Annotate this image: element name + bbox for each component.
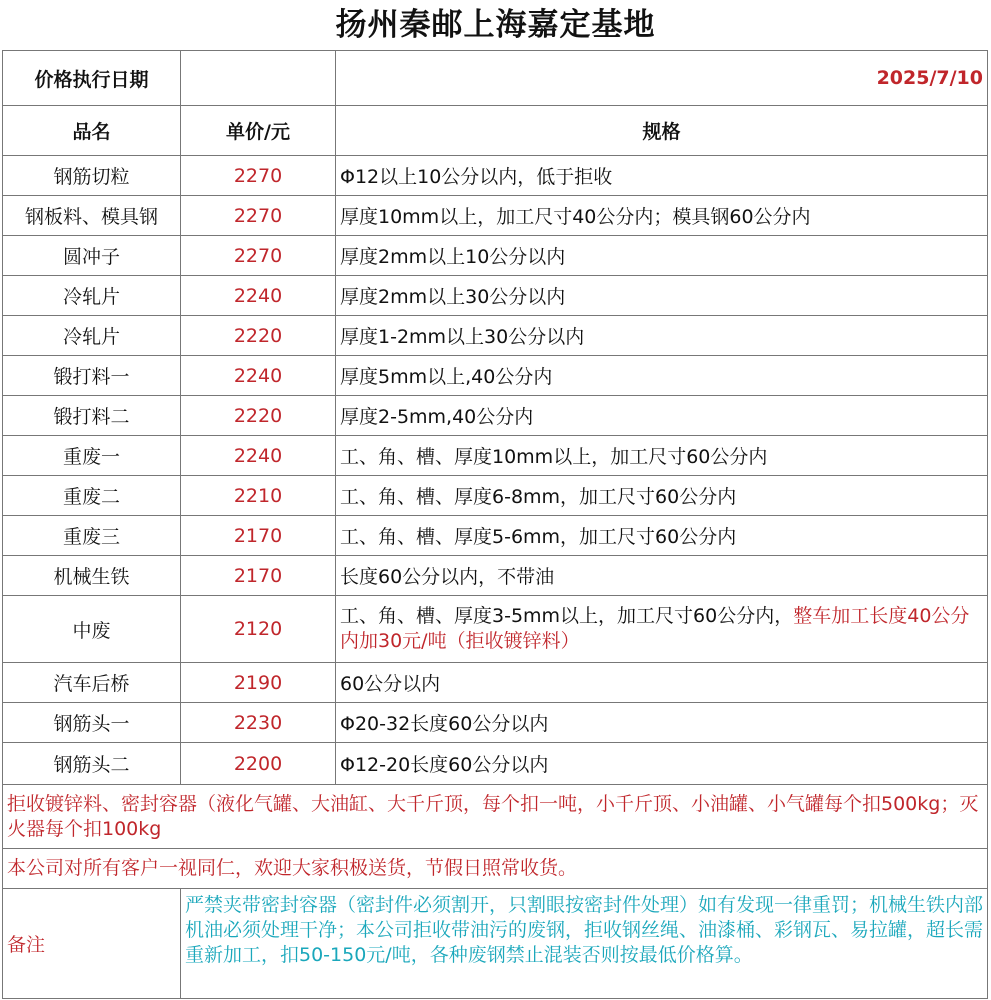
item-spec-highlight: 整车加工长度40公分内加30元/吨（拒收镀锌料） xyxy=(340,605,970,652)
item-name: 冷轧片 xyxy=(3,276,181,316)
table-row xyxy=(3,396,988,436)
table-row xyxy=(3,196,988,236)
date-label: 价格执行日期 xyxy=(3,51,181,106)
table-row xyxy=(3,436,988,476)
item-price: 2170 xyxy=(181,516,336,556)
item-price: 2270 xyxy=(181,196,336,236)
item-price: 2220 xyxy=(181,316,336,356)
item-spec: 厚度2mm以上10公分以内 xyxy=(336,236,988,276)
item-name: 钢筋切粒 xyxy=(3,156,181,196)
item-spec: 工、角、槽、厚度10mm以上，加工尺寸60公分内 xyxy=(336,436,988,476)
date-empty-cell xyxy=(181,51,336,106)
table-row xyxy=(3,516,988,556)
table-row xyxy=(3,743,988,785)
item-spec-main: 工、角、槽、厚度3-5mm以上，加工尺寸60公分内， xyxy=(340,605,794,627)
item-name: 汽车后桥 xyxy=(3,663,181,703)
item-name: 重废一 xyxy=(3,436,181,476)
remark-text: 严禁夹带密封容器（密封件必须割开，只割眼按密封件处理）如有发现一律重罚；机械生铁内部机油必须处理干净；本公司拒收带油污的废钢，拒收钢丝绳、油漆桶、彩钢瓦、易拉罐，超长需重新加工，扣50-150元/吨，各种废钢禁止混装否则按最低价格算。 xyxy=(181,889,988,999)
item-price: 2240 xyxy=(181,276,336,316)
table-row xyxy=(3,276,988,316)
item-spec: Φ20-32长度60公分以内 xyxy=(336,703,988,743)
item-spec: Φ12以上10公分以内，低于拒收 xyxy=(336,156,988,196)
item-price: 2240 xyxy=(181,436,336,476)
item-name: 锻打料一 xyxy=(3,356,181,396)
header-row xyxy=(3,106,988,156)
item-price: 2240 xyxy=(181,356,336,396)
item-spec: 60公分以内 xyxy=(336,663,988,703)
reject-notice: 拒收镀锌料、密封容器（液化气罐、大油缸、大千斤顶，每个扣一吨，小千斤顶、小油罐、小气罐每个扣500kg；灭火器每个扣100kg xyxy=(3,785,988,849)
item-price: 2270 xyxy=(181,236,336,276)
remark-label: 备注 xyxy=(3,889,181,999)
item-spec: 厚度10mm以上，加工尺寸40公分内；模具钢60公分内 xyxy=(336,196,988,236)
table-row xyxy=(3,556,988,596)
item-price: 2220 xyxy=(181,396,336,436)
item-name: 锻打料二 xyxy=(3,396,181,436)
date-row xyxy=(3,51,988,106)
item-spec: 厚度5mm以上,40公分内 xyxy=(336,356,988,396)
header-name: 品名 xyxy=(3,106,181,156)
table-row xyxy=(3,476,988,516)
item-price: 2120 xyxy=(181,596,336,663)
item-name: 中废 xyxy=(3,596,181,663)
table-row xyxy=(3,703,988,743)
header-price: 单价/元 xyxy=(181,106,336,156)
item-spec: 厚度1-2mm以上30公分以内 xyxy=(336,316,988,356)
price-table xyxy=(2,50,988,999)
item-spec: 厚度2-5mm,40公分内 xyxy=(336,396,988,436)
table-row xyxy=(3,156,988,196)
item-price: 2190 xyxy=(181,663,336,703)
item-spec: 厚度2mm以上30公分以内 xyxy=(336,276,988,316)
item-name: 重废三 xyxy=(3,516,181,556)
item-spec: 工、角、槽、厚度6-8mm，加工尺寸60公分内 xyxy=(336,476,988,516)
item-name: 钢筋头二 xyxy=(3,743,181,785)
item-spec: 长度60公分以内，不带油 xyxy=(336,556,988,596)
item-name: 冷轧片 xyxy=(3,316,181,356)
item-name: 圆冲子 xyxy=(3,236,181,276)
item-price: 2210 xyxy=(181,476,336,516)
page-title: 扬州秦邮上海嘉定基地 xyxy=(335,7,656,43)
notice-row xyxy=(3,785,988,849)
item-name: 钢筋头一 xyxy=(3,703,181,743)
item-spec: 工、角、槽、厚度5-6mm，加工尺寸60公分内 xyxy=(336,516,988,556)
item-price: 2230 xyxy=(181,703,336,743)
notice-row xyxy=(3,849,988,889)
item-name: 钢板料、模具钢 xyxy=(3,196,181,236)
header-spec: 规格 xyxy=(336,106,988,156)
item-price: 2170 xyxy=(181,556,336,596)
item-name: 机械生铁 xyxy=(3,556,181,596)
item-spec: Φ12-20长度60公分以内 xyxy=(336,743,988,785)
item-spec xyxy=(336,596,988,663)
table-row xyxy=(3,596,988,663)
table-row xyxy=(3,316,988,356)
table-row xyxy=(3,663,988,703)
welcome-notice: 本公司对所有客户一视同仁，欢迎大家积极送货，节假日照常收货。 xyxy=(3,849,988,889)
item-name: 重废二 xyxy=(3,476,181,516)
table-row xyxy=(3,236,988,276)
item-price: 2270 xyxy=(181,156,336,196)
remark-row xyxy=(3,889,988,999)
table-row xyxy=(3,356,988,396)
item-price: 2200 xyxy=(181,743,336,785)
date-value: 2025/7/10 xyxy=(336,51,988,106)
